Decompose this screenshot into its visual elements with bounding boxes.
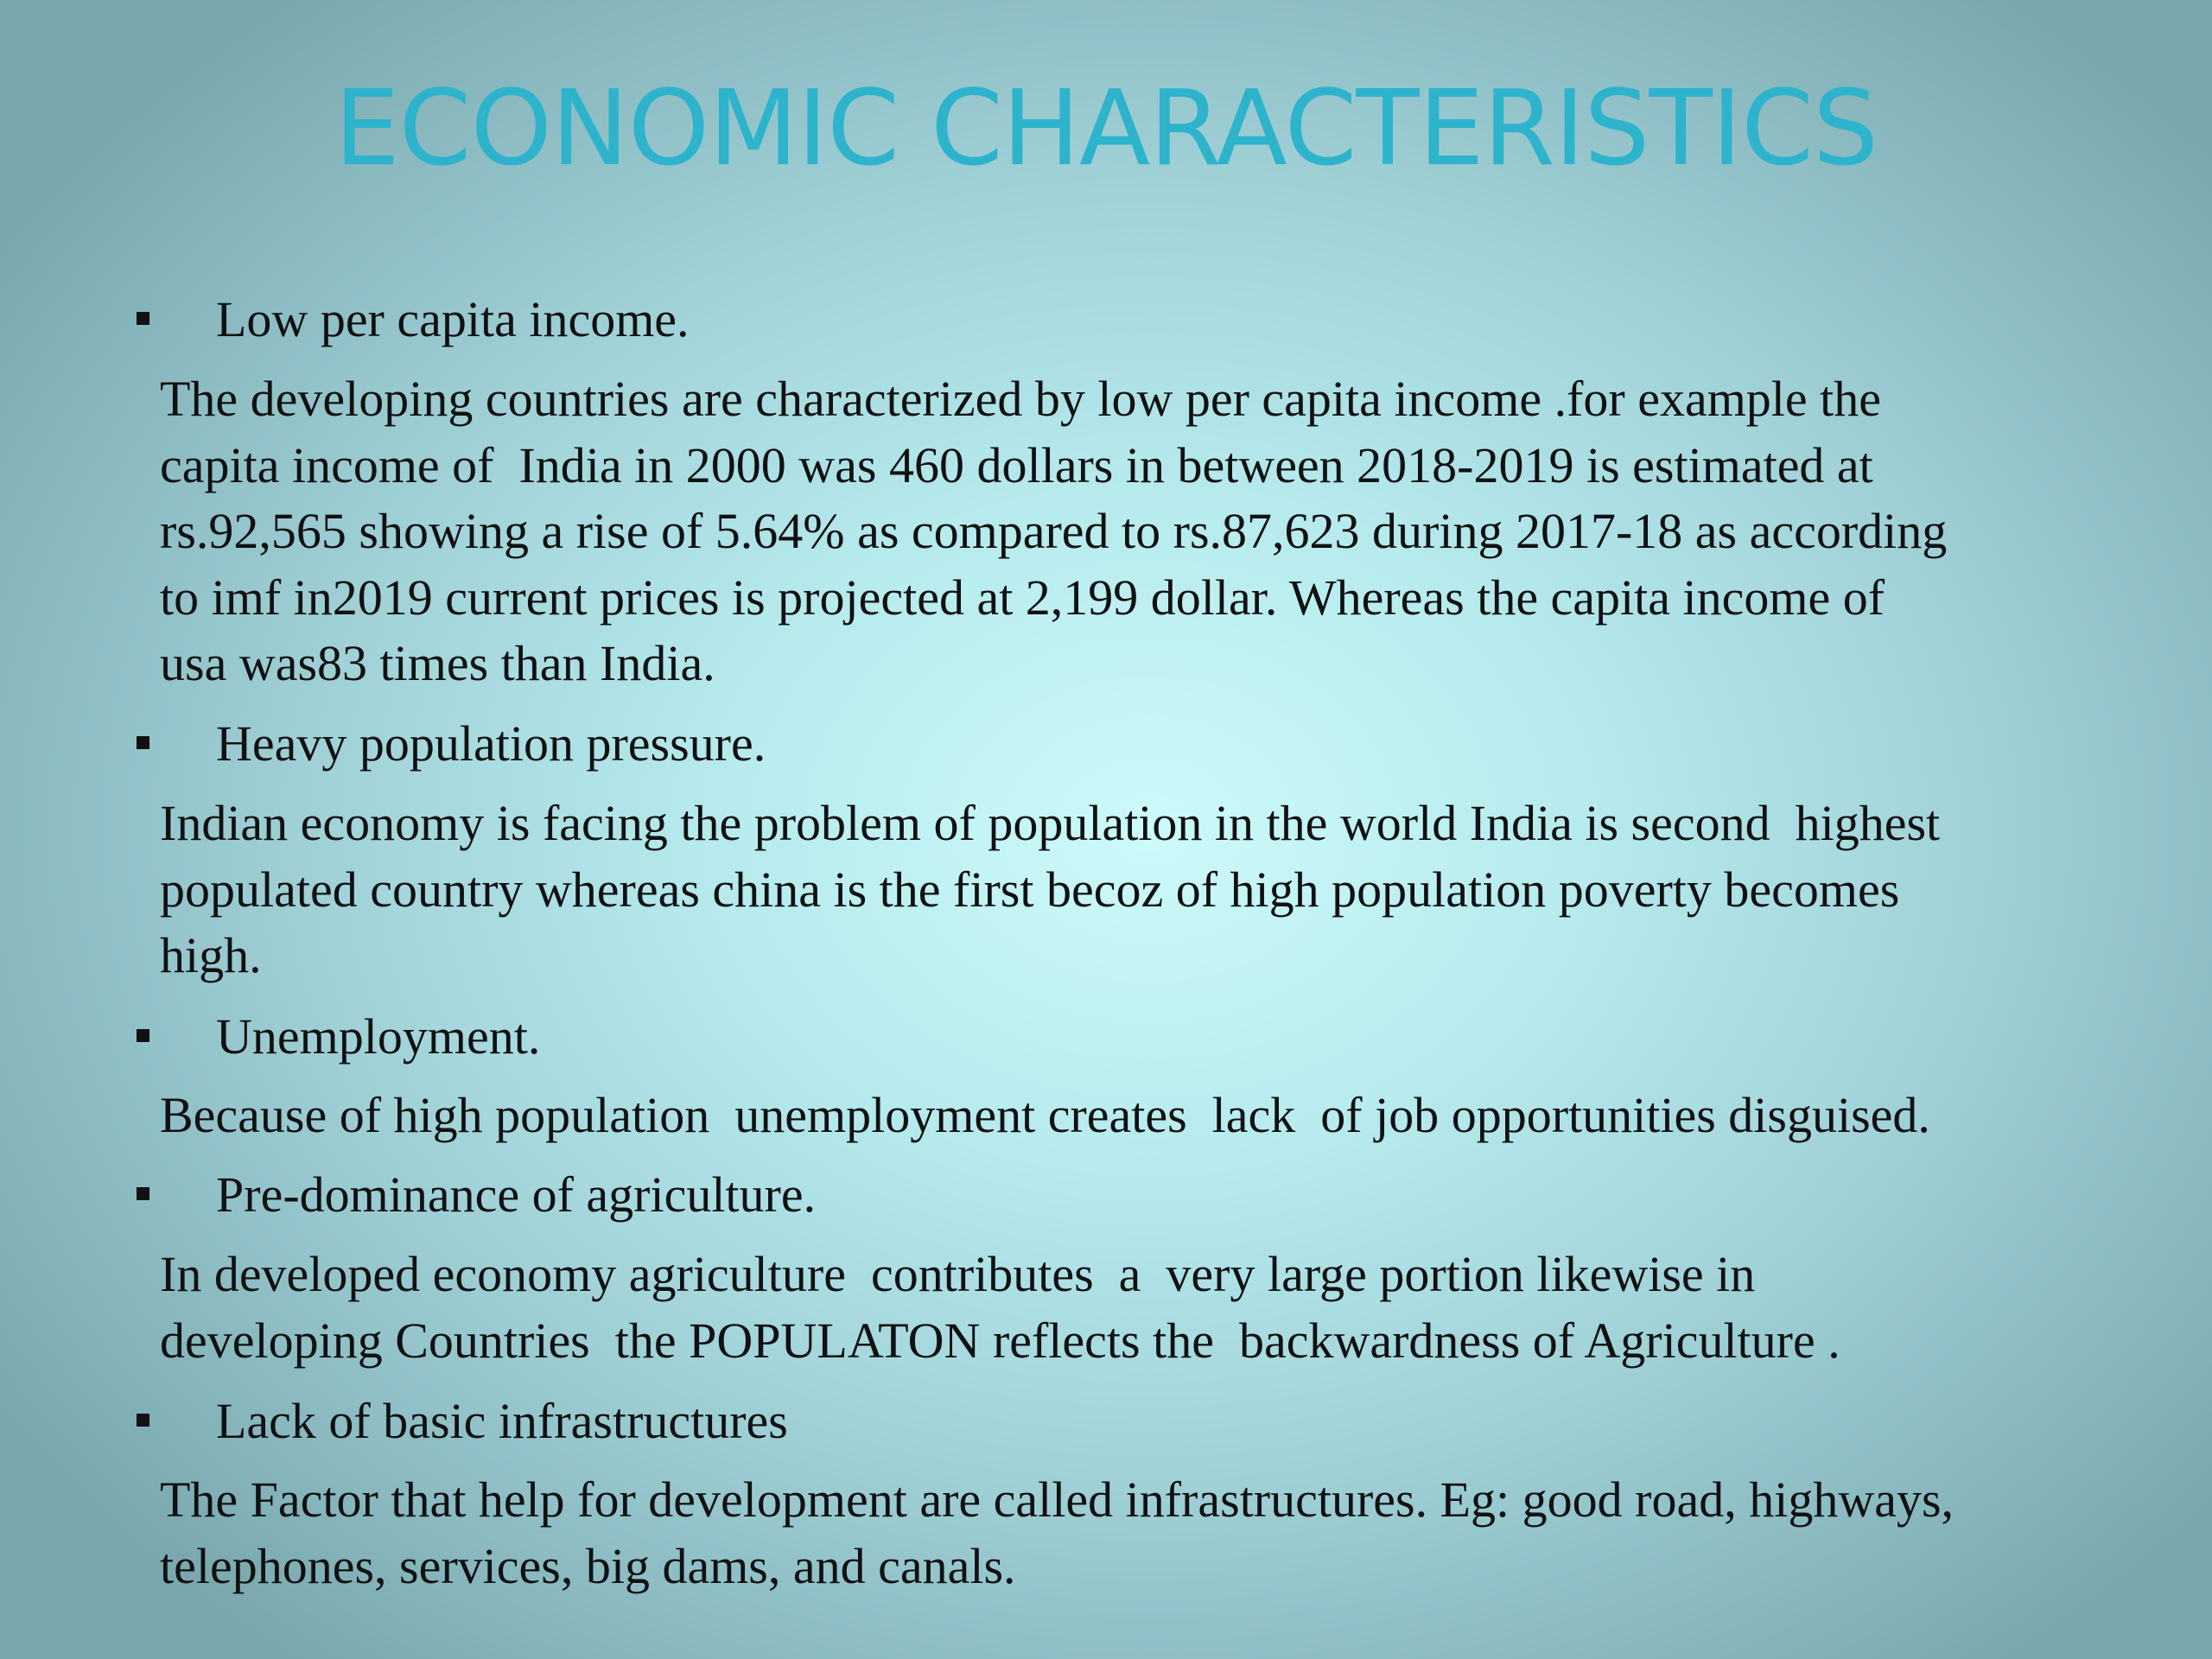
paragraph-lack-of-basic-infrastructures [160, 1467, 2164, 1599]
bullet-heading: Pre-dominance of agriculture. [216, 1166, 817, 1223]
paragraph-low-per-capita-income [160, 366, 2164, 697]
square-bullet-icon [137, 312, 149, 325]
paragraph-line: In developed economy agriculture contributes a very large portion likewise in [160, 1246, 1756, 1302]
paragraph-line: Because of high population unemployment creates lack of job opportunities disguised. [160, 1087, 1930, 1143]
paragraph-line: capita income of India in 2000 was 460 dollars in between 2018-2019 is estimated at [160, 436, 1873, 493]
square-bullet-icon [137, 1187, 149, 1200]
bullet-heading: Heavy population pressure. [216, 715, 766, 772]
bullet-heading: Low per capita income. [216, 291, 690, 347]
slide-title: ECONOMIC CHARACTERISTICS [334, 69, 1878, 189]
paragraph-line: populated country whereas china is the first becoz of high population poverty becomes [160, 861, 1900, 918]
paragraph-pre-dominance-of-agriculture [160, 1242, 2164, 1374]
paragraph-line: high. [160, 927, 262, 983]
paragraph-line: developing Countries the POPULATON reflects the backwardness of Agriculture . [160, 1312, 1840, 1369]
paragraph-line: Indian economy is facing the problem of population in the world India is second highest [160, 795, 1941, 851]
paragraph-line: The Factor that help for development are called infrastructures. Eg: good road, highways, [160, 1471, 1955, 1528]
square-bullet-icon [137, 1414, 149, 1427]
paragraph-line: The developing countries are characterized by low per capita income .for example the [160, 371, 1882, 427]
square-bullet-icon [137, 1029, 149, 1042]
square-bullet-icon [137, 736, 149, 749]
paragraph-line: telephones, services, big dams, and canals. [160, 1537, 1016, 1594]
bullet-heading: Lack of basic infrastructures [216, 1393, 788, 1449]
bullet-heading: Unemployment. [216, 1008, 541, 1065]
paragraph-line: rs.92,565 showing a rise of 5.64% as compared to rs.87,623 during 2017-18 as according [160, 503, 1948, 559]
paragraph-unemployment [160, 1083, 2164, 1149]
paragraph-heavy-population-pressure [160, 791, 2164, 989]
paragraph-line: usa was83 times than India. [160, 635, 715, 691]
paragraph-line: to imf in2019 current prices is projected at 2,199 dollar. Whereas the capita income of [160, 569, 1885, 626]
